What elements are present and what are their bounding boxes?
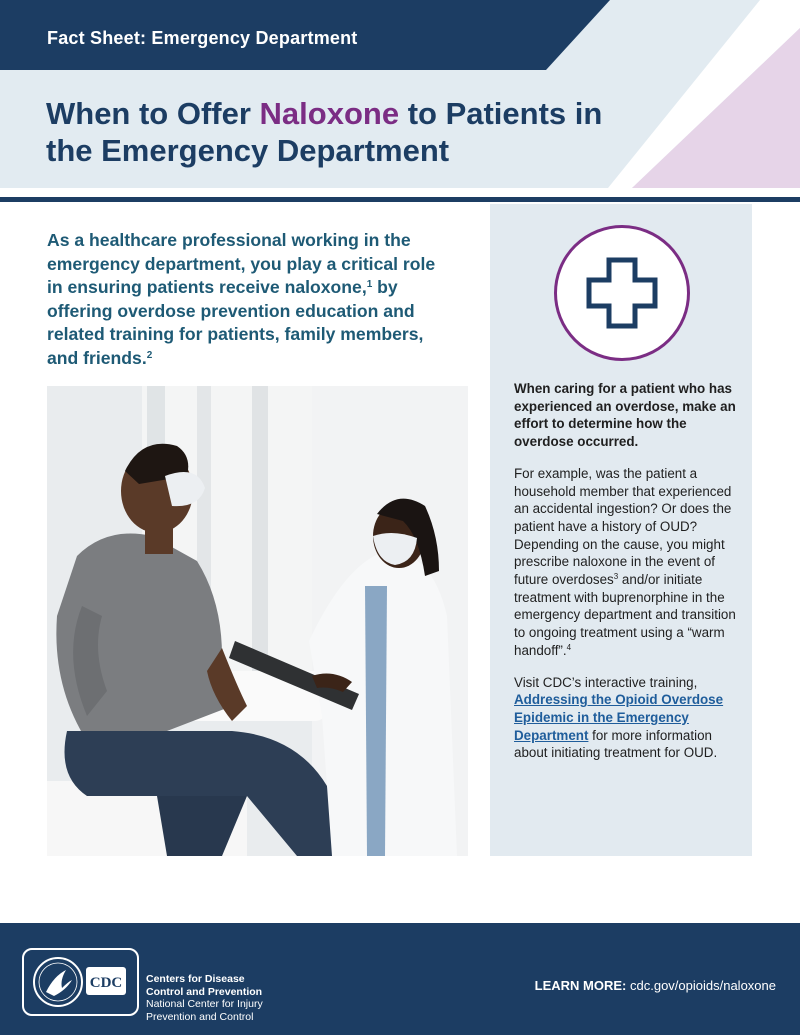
- sidebar-body: [514, 465, 742, 660]
- sidebar-body-text-2: and/or initiate treatment with buprenorphine in the emergency department and transition to ongoing treatment using a “warm handoff”.: [514, 572, 736, 658]
- cdc-logo-text: CDC: [89, 975, 123, 991]
- org-line-3: National Center for Injury: [146, 998, 263, 1010]
- intro-text-2: by offering overdose prevention education and related training for patients, family members, and friends.: [47, 277, 424, 368]
- header-divider: [0, 197, 800, 202]
- medical-cross-icon: [585, 256, 659, 330]
- visit-text: Visit CDC’s interactive training,: [514, 674, 698, 690]
- fact-sheet-label: Fact Sheet: Emergency Department: [47, 28, 358, 48]
- footnote-ref-4: 4: [566, 642, 572, 652]
- learn-more-url[interactable]: cdc.gov/opioids/naloxone: [630, 978, 776, 993]
- visit-text-end: for more information about initiating treatment for OUD.: [514, 727, 718, 761]
- footnote-ref-3: 3: [613, 572, 619, 582]
- sidebar-text: [514, 380, 742, 776]
- org-name: [146, 973, 263, 1023]
- footnote-ref-2: 2: [146, 349, 153, 361]
- footer: [0, 923, 800, 1035]
- learn-more: [535, 978, 776, 993]
- org-line-2: Control and Prevention: [146, 985, 263, 998]
- hhs-cdc-logo-icon: [24, 950, 137, 1014]
- sidebar-body-text-1: For example, was the patient a household member that experienced an accidental ingestion? Or does the patient have a history of OUD? Depending on the cause, you might prescribe naloxone in the event of future overdoses: [514, 465, 732, 588]
- photo-patient-with-doctor: [47, 386, 468, 856]
- org-line-1: Centers for Disease: [146, 973, 245, 985]
- title-end: to Patients in the Emergency Department: [46, 96, 603, 168]
- title-highlight: Naloxone: [259, 96, 400, 131]
- intro-paragraph: [47, 229, 447, 370]
- clinic-photo-illustration: [47, 386, 468, 856]
- learn-more-label: LEARN MORE:: [534, 978, 627, 993]
- training-link[interactable]: Addressing the Opioid Overdose Epidemic in the Emergency Department: [514, 692, 724, 743]
- footnote-ref-1: 1: [366, 279, 373, 290]
- org-line-4: Prevention and Control: [146, 1010, 254, 1023]
- title-start: When to Offer: [46, 96, 260, 131]
- medical-cross-badge: [554, 225, 690, 361]
- sidebar-visit: [514, 674, 742, 763]
- page-title: [46, 95, 646, 169]
- hhs-cdc-logo: [22, 948, 139, 1016]
- intro-text-1: As a healthcare professional working in the emergency department, you play a critical role in ensuring patients receive naloxone,: [47, 230, 436, 297]
- sidebar-lead: When caring for a patient who has experienced an overdose, make an effort to determine how the overdose occurred.: [514, 381, 736, 450]
